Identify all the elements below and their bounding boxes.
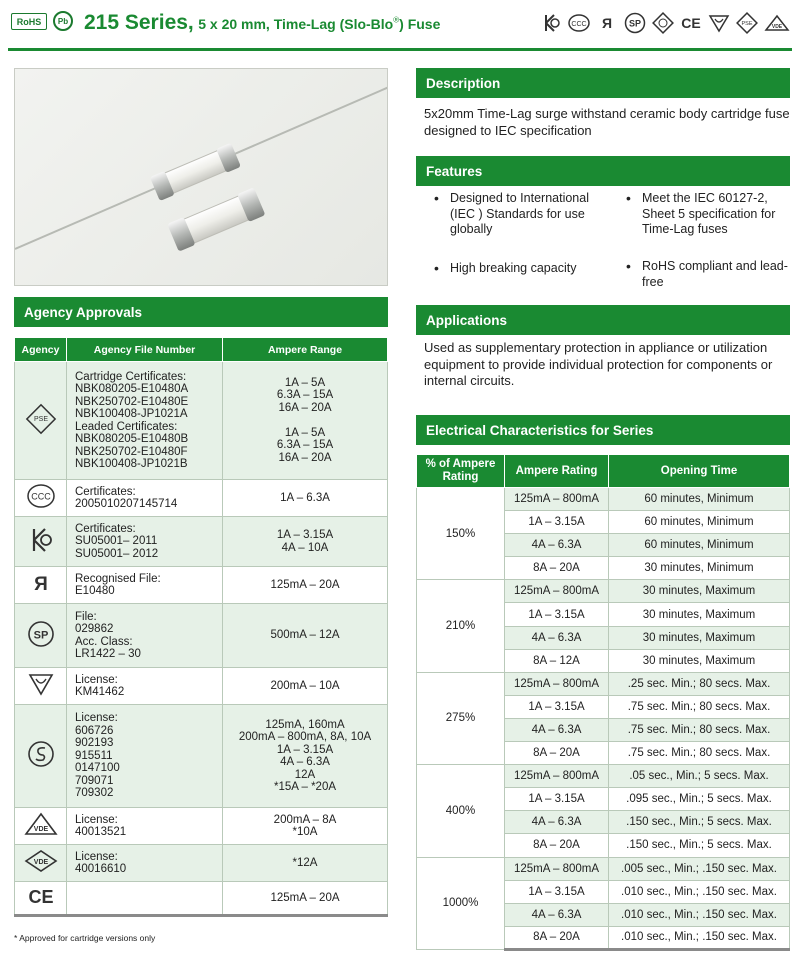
svg-text:CCC: CCC	[30, 491, 51, 502]
agency-approvals-table	[14, 337, 388, 917]
s-mark-icon	[652, 12, 674, 34]
opening-time: .010 sec., Min.; .150 sec. Max.	[609, 880, 790, 903]
registered-mark: ®	[393, 15, 400, 25]
ampere-rating: 125mA – 800mA	[505, 488, 609, 511]
svg-text:SP: SP	[628, 18, 642, 29]
svg-text:Я: Я	[601, 15, 613, 31]
table-header-row	[417, 455, 790, 488]
ampere-rating: 8A – 20A	[505, 742, 609, 765]
ampere-rating: 4A – 6.3A	[505, 811, 609, 834]
file-number: File: 029862 Acc. Class: LR1422 – 30	[67, 604, 223, 668]
table-row	[417, 580, 790, 603]
svg-text:CE: CE	[27, 887, 54, 908]
percent-rating: 210%	[417, 580, 505, 672]
col-opening-time: Opening Time	[609, 455, 790, 488]
ampere-rating: 1A – 3.15A	[505, 603, 609, 626]
file-number: License: 40016610	[67, 845, 223, 882]
ampere-rating: 4A – 6.3A	[505, 626, 609, 649]
page-title	[84, 11, 440, 35]
ampere-rating: 8A – 12A	[505, 649, 609, 672]
svg-text:VDE: VDE	[33, 859, 48, 867]
ampere-rating: 4A – 6.3A	[505, 534, 609, 557]
percent-rating: 275%	[417, 672, 505, 764]
product-photo	[14, 68, 388, 286]
opening-time: .010 sec., Min.; .150 sec. Max.	[609, 926, 790, 949]
series-name: 215 Series,	[84, 11, 194, 34]
ampere-rating: 125mA – 800mA	[505, 672, 609, 695]
description-text: 5x20mm Time-Lag surge withstand ceramic body cartridge fuse designed to IEC specification	[424, 106, 790, 138]
col-ampere-rating: Ampere Rating	[505, 455, 609, 488]
percent-rating: 150%	[417, 488, 505, 580]
description-heading: Description	[416, 68, 790, 98]
electrical-characteristics-table	[416, 454, 790, 951]
series-subtitle: 5 x 20 mm, Time-Lag (Slo-Blo	[198, 16, 394, 32]
opening-time: .75 sec. Min.; 80 secs. Max.	[609, 742, 790, 765]
table-row	[15, 882, 388, 916]
opening-time: .095 sec., Min.; 5 secs. Max.	[609, 788, 790, 811]
file-number: Cartridge Certificates: NBK080205-E10480A NBK250702-E10480E NBK100408-JP1021A Leaded Certificates: NBK080205-E10480B NBK250702-E10480F NBK100408-JP1021B	[67, 362, 223, 480]
ampere-rating: 125mA – 800mA	[505, 857, 609, 880]
table-row	[15, 517, 388, 567]
table-row	[15, 604, 388, 668]
col-percent-rating: % of Ampere Rating	[417, 455, 505, 488]
ccc-icon	[15, 480, 67, 517]
col-agency: Agency	[15, 338, 67, 362]
col-file-number: Agency File Number	[67, 338, 223, 362]
svg-text:VDE: VDE	[33, 826, 48, 834]
table-row	[15, 705, 388, 808]
col-ampere-range: Ampere Range	[223, 338, 388, 362]
ampere-rating: 8A – 20A	[505, 834, 609, 857]
lead-free-badge: Pb	[53, 11, 73, 31]
certification-icons	[540, 12, 790, 34]
feature-item: • High breaking capacity	[430, 261, 605, 277]
header-rule	[8, 48, 792, 51]
page-header	[0, 0, 800, 56]
ampere-rating: 8A – 20A	[505, 926, 609, 949]
ampere-range: 1A – 3.15A 4A – 10A	[223, 517, 388, 567]
file-number: Certificates: SU05001– 2011 SU05001– 2012	[67, 517, 223, 567]
ampere-rating: 1A – 3.15A	[505, 511, 609, 534]
svg-text:SP: SP	[33, 629, 48, 642]
ampere-rating: 8A – 20A	[505, 557, 609, 580]
opening-time: .75 sec. Min.; 80 secs. Max.	[609, 695, 790, 718]
table-header-row	[15, 338, 388, 362]
opening-time: 60 minutes, Minimum	[609, 534, 790, 557]
fuse-illustration	[15, 69, 388, 286]
feature-item: • RoHS compliant and lead-free	[622, 259, 790, 290]
ampere-range: 125mA, 160mA 200mA – 800mA, 8A, 10A 1A – 3.15A 4A – 6.3A 12A *15A – *20A	[223, 705, 388, 808]
ampere-range: 125mA – 20A	[223, 567, 388, 604]
file-number: License: 40013521	[67, 808, 223, 845]
ce-icon	[15, 882, 67, 916]
ampere-range: 1A – 6.3A	[223, 480, 388, 517]
kema-icon	[15, 668, 67, 705]
ampere-rating: 125mA – 800mA	[505, 765, 609, 788]
vde-icon	[764, 12, 790, 34]
file-number: License: KM41462	[67, 668, 223, 705]
svg-text:PSE: PSE	[741, 21, 753, 27]
series-subtitle-end: ) Fuse	[399, 16, 441, 32]
percent-rating: 400%	[417, 765, 505, 857]
svg-text:PSE: PSE	[33, 415, 48, 423]
table-row	[15, 845, 388, 882]
ce-icon	[680, 12, 702, 34]
file-number: Recognised File: E10480	[67, 567, 223, 604]
opening-time: .05 sec., Min.; 5 secs. Max.	[609, 765, 790, 788]
electrical-heading: Electrical Characteristics for Series	[416, 415, 790, 445]
ul-recognized-icon	[15, 567, 67, 604]
file-number: License: 606726 902193 915511 0147100 709071 709302	[67, 705, 223, 808]
ampere-range: 125mA – 20A	[223, 882, 388, 916]
vde-icon	[15, 845, 67, 882]
opening-time: 60 minutes, Minimum	[609, 511, 790, 534]
table-row	[15, 480, 388, 517]
svg-text:VDE: VDE	[771, 24, 783, 30]
table-row	[15, 808, 388, 845]
ampere-range: 200mA – 8A *10A	[223, 808, 388, 845]
ampere-rating: 4A – 6.3A	[505, 718, 609, 741]
svg-text:CCC: CCC	[571, 21, 587, 28]
ampere-rating: 1A – 3.15A	[505, 695, 609, 718]
table-row	[417, 857, 790, 880]
electrical-table-body	[417, 488, 790, 950]
pse-icon	[15, 362, 67, 480]
applications-heading: Applications	[416, 305, 790, 335]
table-row	[15, 362, 388, 480]
ampere-range: 500mA – 12A	[223, 604, 388, 668]
opening-time: 30 minutes, Minimum	[609, 557, 790, 580]
opening-time: .150 sec., Min.; 5 secs. Max.	[609, 834, 790, 857]
opening-time: .150 sec., Min.; 5 secs. Max.	[609, 811, 790, 834]
pse-icon	[736, 12, 758, 34]
svg-text:Я: Я	[33, 574, 48, 596]
table-row	[417, 488, 790, 511]
ul-recognized-icon	[596, 12, 618, 34]
table-row	[417, 672, 790, 695]
features-heading: Features	[416, 156, 790, 186]
opening-time: .75 sec. Min.; 80 secs. Max.	[609, 718, 790, 741]
svg-text:CE: CE	[681, 15, 701, 31]
ampere-rating: 1A – 3.15A	[505, 788, 609, 811]
opening-time: 30 minutes, Maximum	[609, 649, 790, 672]
footnote: * Approved for cartridge versions only	[14, 933, 156, 943]
rohs-badge: RoHS	[11, 13, 47, 30]
opening-time: 30 minutes, Maximum	[609, 603, 790, 626]
applications-text: Used as supplementary protection in appliance or utilization equipment to provide individual protection for components or internal circuits.	[424, 340, 773, 388]
ccc-icon	[568, 12, 590, 34]
table-row	[15, 567, 388, 604]
ampere-rating: 4A – 6.3A	[505, 903, 609, 926]
csa-icon	[624, 12, 646, 34]
opening-time: 30 minutes, Maximum	[609, 580, 790, 603]
file-number	[67, 882, 223, 916]
opening-time: 60 minutes, Minimum	[609, 488, 790, 511]
opening-time: 30 minutes, Maximum	[609, 626, 790, 649]
file-number: Certificates: 2005010207145714	[67, 480, 223, 517]
vde-triangle-icon	[15, 808, 67, 845]
kc-icon	[540, 12, 562, 34]
ampere-rating: 1A – 3.15A	[505, 880, 609, 903]
opening-time: .010 sec., Min.; .150 sec. Max.	[609, 903, 790, 926]
feature-item: • Meet the IEC 60127-2, Sheet 5 specification for Time-Lag fuses	[622, 191, 790, 238]
ampere-rating: 125mA – 800mA	[505, 580, 609, 603]
table-row	[15, 668, 388, 705]
opening-time: .005 sec., Min.; .150 sec. Max.	[609, 857, 790, 880]
percent-rating: 1000%	[417, 857, 505, 949]
table-row	[417, 765, 790, 788]
kc-icon	[15, 517, 67, 567]
agency-approvals-heading: Agency Approvals	[14, 297, 388, 327]
feature-item: • Designed to International (IEC ) Standards for use globally	[430, 191, 590, 238]
ampere-range: *12A	[223, 845, 388, 882]
csa-icon	[15, 604, 67, 668]
opening-time: .25 sec. Min.; 80 secs. Max.	[609, 672, 790, 695]
kema-icon	[708, 12, 730, 34]
s-mark-icon	[15, 705, 67, 808]
ampere-range: 1A – 5A 6.3A – 15A 16A – 20A 1A – 5A 6.3A – 15A 16A – 20A	[223, 362, 388, 480]
ampere-range: 200mA – 10A	[223, 668, 388, 705]
